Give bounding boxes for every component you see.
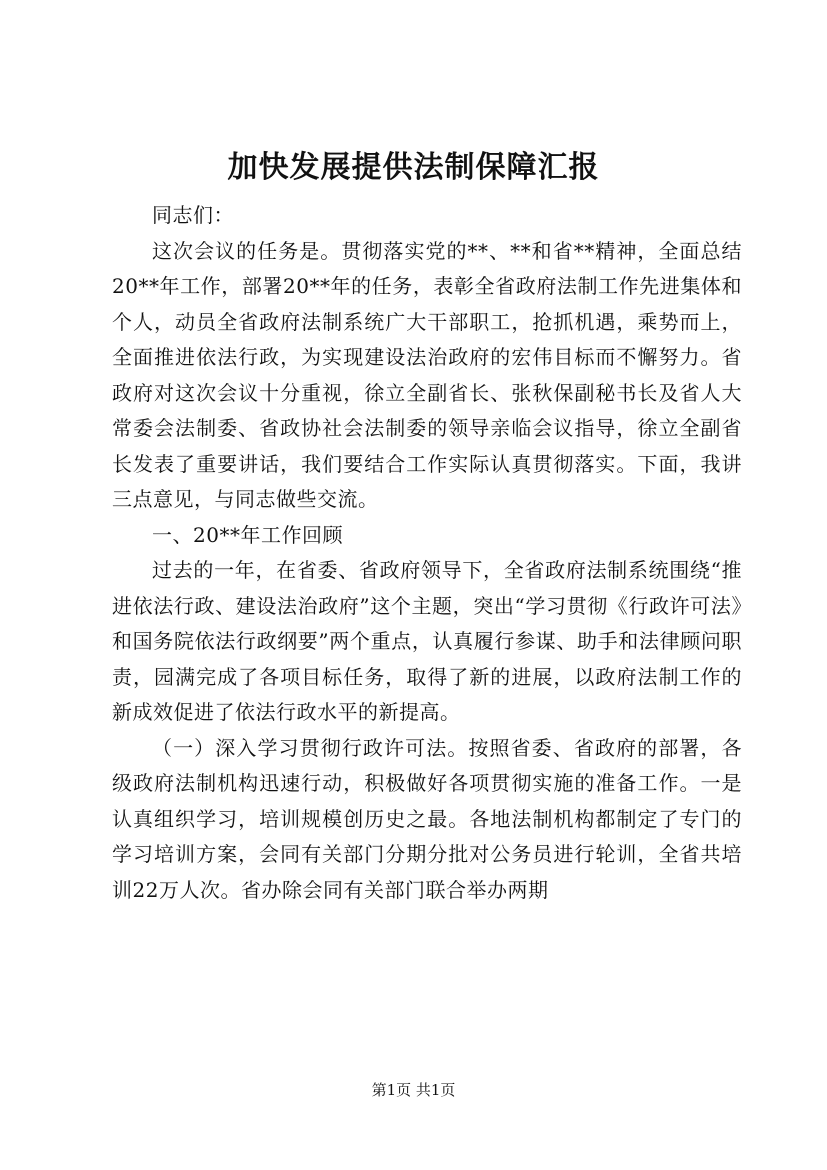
document-title: 加快发展提供法制保障汇报 bbox=[227, 150, 600, 185]
paragraph-2: 过去的一年，在省委、省政府领导下，全省政府法制系统围绕“推进依法行政、建设法治政府”这个主题，突出“学习贯彻《行政许可法》和国务院依法行政纲要”两个重点，认真履行参谋、助手和法律顾问职责，园满完成了各项目标任务，取得了新的进展，以政府法制工作的新成效促进了依法行政水平的新提高。 bbox=[112, 558, 742, 724]
salutation: 同志们： bbox=[152, 203, 234, 227]
paragraph-3: （一）深入学习贯彻行政许可法。按照省委、省政府的部署，各级政府法制机构迅速行动，积极做好各项贯彻实施的准备工作。一是认真组织学习，培训规模创历史之最。各地法制机构都制定了专门的学习培训方案，会同有关部门分期分批对公务员进行轮训，全省共培训22万人次。省办除会同有关部门联合举办两期 bbox=[112, 735, 742, 902]
paragraph-1: 这次会议的任务是。贯彻落实党的**、**和省**精神，全面总结20**年工作，部署20**年的任务，表彰全省政府法制工作先进集体和个人，动员全省政府法制系统广大干部职工，抢抓机遇，乘势而上，全面推进依法行政，为实现建设法治政府的宏伟目标而不懈努力。省政府对这次会议十分重视，徐立全副省长、张秋保副秘书长及省人大常委会法制委、省政协社会法制委的领导亲临会议指导，徐立全副省长发表了重要讲话，我们要结合工作实际认真贯彻落实。下面，我讲三点意见，与同志做些交流。 bbox=[112, 238, 742, 511]
section-heading-1: 一、20**年工作回顾 bbox=[152, 522, 343, 547]
page-footer: 第1页 共1页 bbox=[371, 1081, 456, 1099]
document-body bbox=[112, 198, 742, 908]
